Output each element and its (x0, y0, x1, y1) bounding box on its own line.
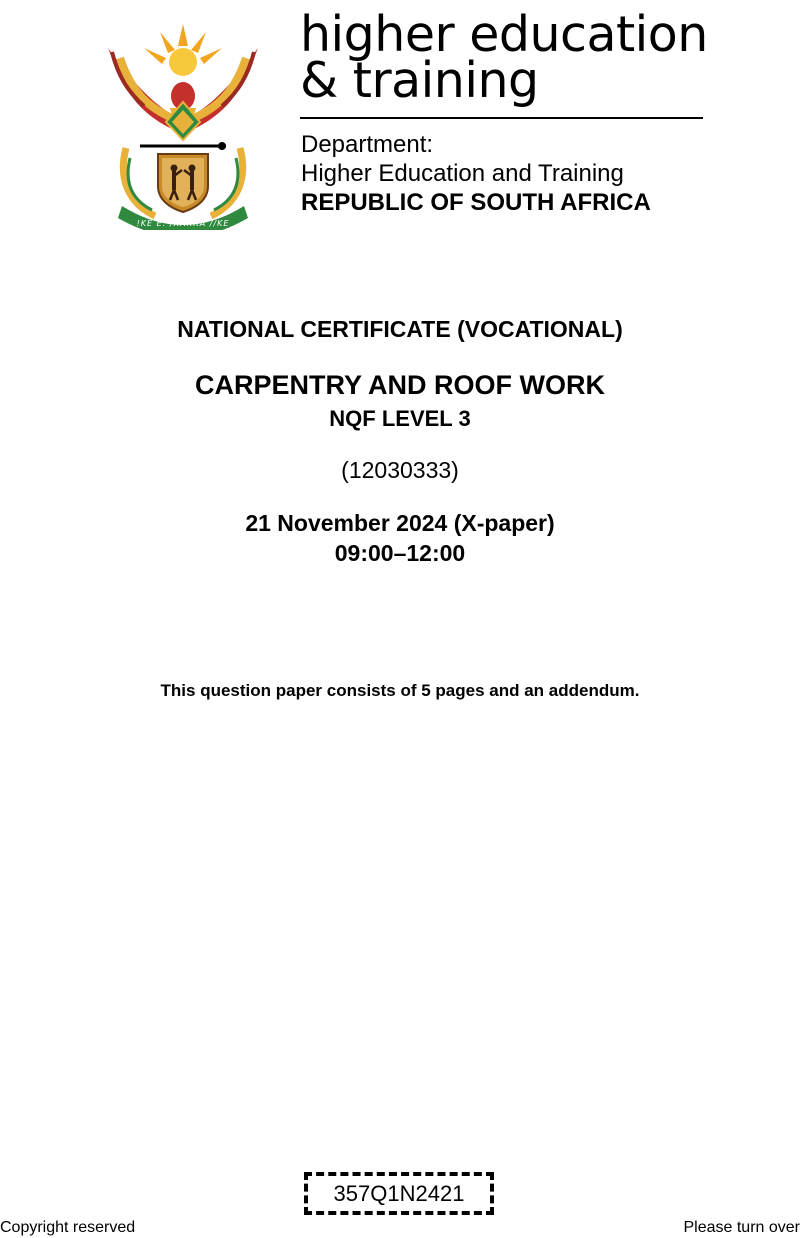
department-wordmark (300, 6, 708, 109)
copyright-text: Copyright reserved (0, 1219, 136, 1236)
sun-icon (144, 24, 222, 76)
nqf-level: NQF LEVEL 3 (329, 406, 471, 431)
exam-date: 21 November 2024 (X-paper) (245, 510, 555, 536)
department-name: Higher Education and Training (301, 160, 624, 187)
pages-note: This question paper consists of 5 pages and an addendum. (160, 681, 640, 700)
subject-code: (12030333) (341, 457, 459, 483)
subject-title: CARPENTRY AND ROOF WORK (195, 370, 605, 400)
svg-text:!KE E: /XARRA //KE: !KE E: /XARRA //KE (136, 219, 230, 228)
exam-time: 09:00–12:00 (334, 540, 466, 566)
coat-of-arms-icon (100, 18, 266, 230)
wordmark-line-1: higher education (300, 6, 708, 63)
country-name: REPUBLIC OF SOUTH AFRICA (301, 189, 651, 216)
department-label: Department: (301, 131, 434, 158)
paper-code-box: 357Q1N2421 (304, 1172, 494, 1215)
turn-over-text: Please turn over (683, 1219, 800, 1236)
qualification-title: NATIONAL CERTIFICATE (VOCATIONAL) (177, 316, 623, 342)
wordmark-line-2: & training (300, 52, 539, 109)
header-divider (300, 117, 703, 119)
department-block (301, 130, 651, 217)
